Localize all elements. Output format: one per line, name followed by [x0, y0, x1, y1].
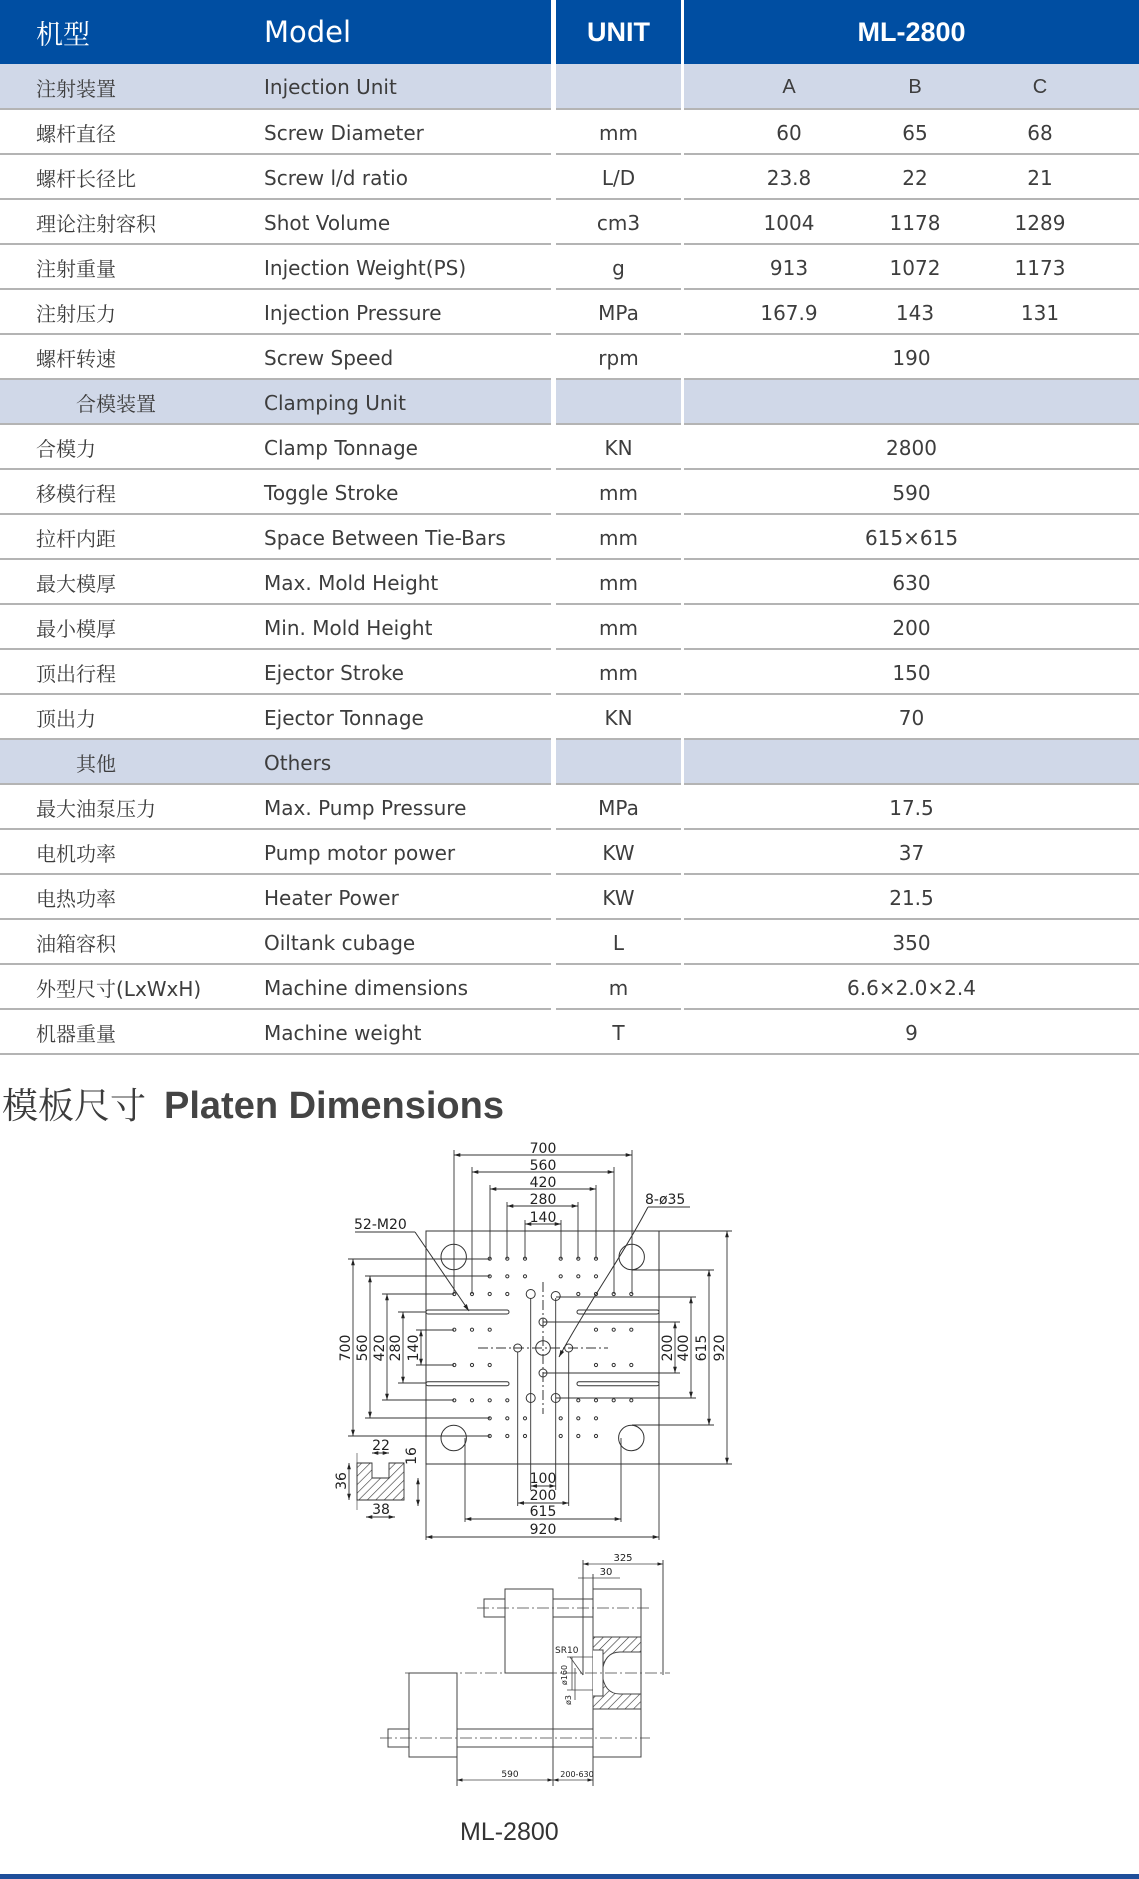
- svg-text:30: 30: [599, 1567, 613, 1578]
- table-row: 拉杆内距 Space Between Tie-Bars mm 615×615: [0, 515, 1139, 560]
- drawing-caption: ML-2800: [460, 1818, 559, 1846]
- svg-text:280: 280: [388, 1334, 404, 1362]
- bottom-bar: [0, 1874, 1139, 1879]
- side-view-labels: [501, 1553, 632, 1780]
- section-label-en: Injection Unit: [264, 75, 397, 99]
- svg-text:920: 920: [712, 1334, 728, 1362]
- svg-text:22: 22: [372, 1438, 390, 1454]
- svg-text:920: 920: [529, 1522, 557, 1538]
- table-row: 移模行程 Toggle Stroke mm 590: [0, 470, 1139, 515]
- section-label-en: Clamping Unit: [264, 390, 406, 415]
- section-label-cn: 其他: [76, 752, 116, 776]
- platen-title-en: Platen Dimensions: [164, 1085, 504, 1127]
- svg-text:ø160: ø160: [560, 1664, 569, 1686]
- svg-text:200: 200: [529, 1488, 557, 1504]
- svg-text:140: 140: [406, 1334, 422, 1362]
- table-row: 油箱容积 Oiltank cubage L 350: [0, 920, 1139, 965]
- table-row: 注射压力 Injection Pressure MPa 167.9 143 131: [0, 290, 1139, 335]
- platen-title-cn: 模板尺寸: [2, 1086, 147, 1127]
- table-row: 外型尺寸(LxWxH) Machine dimensions m 6.6×2.0×2.4: [0, 965, 1139, 1010]
- table-row: 合模力 Clamp Tonnage KN 2800: [0, 425, 1139, 470]
- svg-text:560: 560: [355, 1334, 371, 1362]
- svg-text:280: 280: [529, 1192, 557, 1208]
- svg-text:8-ø35: 8-ø35: [645, 1192, 686, 1208]
- header-model-cn: 机型: [36, 19, 90, 51]
- svg-text:100: 100: [529, 1471, 557, 1487]
- svg-text:560: 560: [529, 1158, 557, 1174]
- header-model-en: Model: [264, 15, 352, 49]
- svg-text:52-M20: 52-M20: [354, 1217, 407, 1233]
- svg-text:SR10: SR10: [555, 1646, 579, 1656]
- table-row: 注射重量 Injection Weight(PS) g 913 1072 1173: [0, 245, 1139, 290]
- svg-text:420: 420: [372, 1334, 388, 1362]
- svg-text:615: 615: [529, 1504, 557, 1520]
- svg-text:38: 38: [372, 1502, 390, 1518]
- table-row: 电热功率 Heater Power KW 21.5: [0, 875, 1139, 920]
- section-label-cn: 合模装置: [76, 392, 156, 416]
- table-row: 最大油泵压力 Max. Pump Pressure MPa 17.5: [0, 785, 1139, 830]
- table-row: 机器重量 Machine weight T 9: [0, 1010, 1139, 1055]
- svg-text:700: 700: [338, 1334, 354, 1362]
- table-row: 电机功率 Pump motor power KW 37: [0, 830, 1139, 875]
- svg-text:200-630: 200-630: [560, 1770, 594, 1779]
- svg-text:420: 420: [529, 1175, 557, 1191]
- svg-text:615: 615: [694, 1334, 710, 1362]
- table-row: 顶出力 Ejector Tonnage KN 70: [0, 695, 1139, 740]
- table-row: 顶出行程 Ejector Stroke mm 150: [0, 650, 1139, 695]
- side-view: [380, 1560, 670, 1786]
- svg-text:16: 16: [404, 1447, 420, 1465]
- table-row: 螺杆转速 Screw Speed rpm 190: [0, 335, 1139, 380]
- table-row: 理论注射容积 Shot Volume cm3 1004 1178 1289: [0, 200, 1139, 245]
- section-label-cn: 注射装置: [36, 76, 116, 101]
- table-row: 螺杆长径比 Screw l/d ratio L/D 23.8 22 21: [0, 155, 1139, 200]
- variant-c: C: [1032, 75, 1048, 98]
- svg-text:700: 700: [529, 1141, 557, 1157]
- svg-text:400: 400: [676, 1334, 692, 1362]
- svg-text:140: 140: [529, 1210, 557, 1226]
- svg-text:325: 325: [613, 1553, 633, 1564]
- header-unit: UNIT: [587, 16, 650, 47]
- table-row: 最大模厚 Max. Mold Height mm 630: [0, 560, 1139, 605]
- svg-text:36: 36: [334, 1472, 350, 1490]
- table-row: 螺杆直径 Screw Diameter mm 60 65 68: [0, 110, 1139, 155]
- section-label-en: Others: [264, 750, 332, 775]
- table-row: 最小模厚 Min. Mold Height mm 200: [0, 605, 1139, 650]
- variant-b: B: [908, 75, 922, 98]
- svg-text:ø3: ø3: [564, 1695, 573, 1705]
- svg-text:590: 590: [501, 1770, 519, 1780]
- header-model-name: ML-2800: [857, 16, 966, 47]
- variant-a: A: [782, 75, 796, 98]
- svg-text:200: 200: [660, 1334, 676, 1362]
